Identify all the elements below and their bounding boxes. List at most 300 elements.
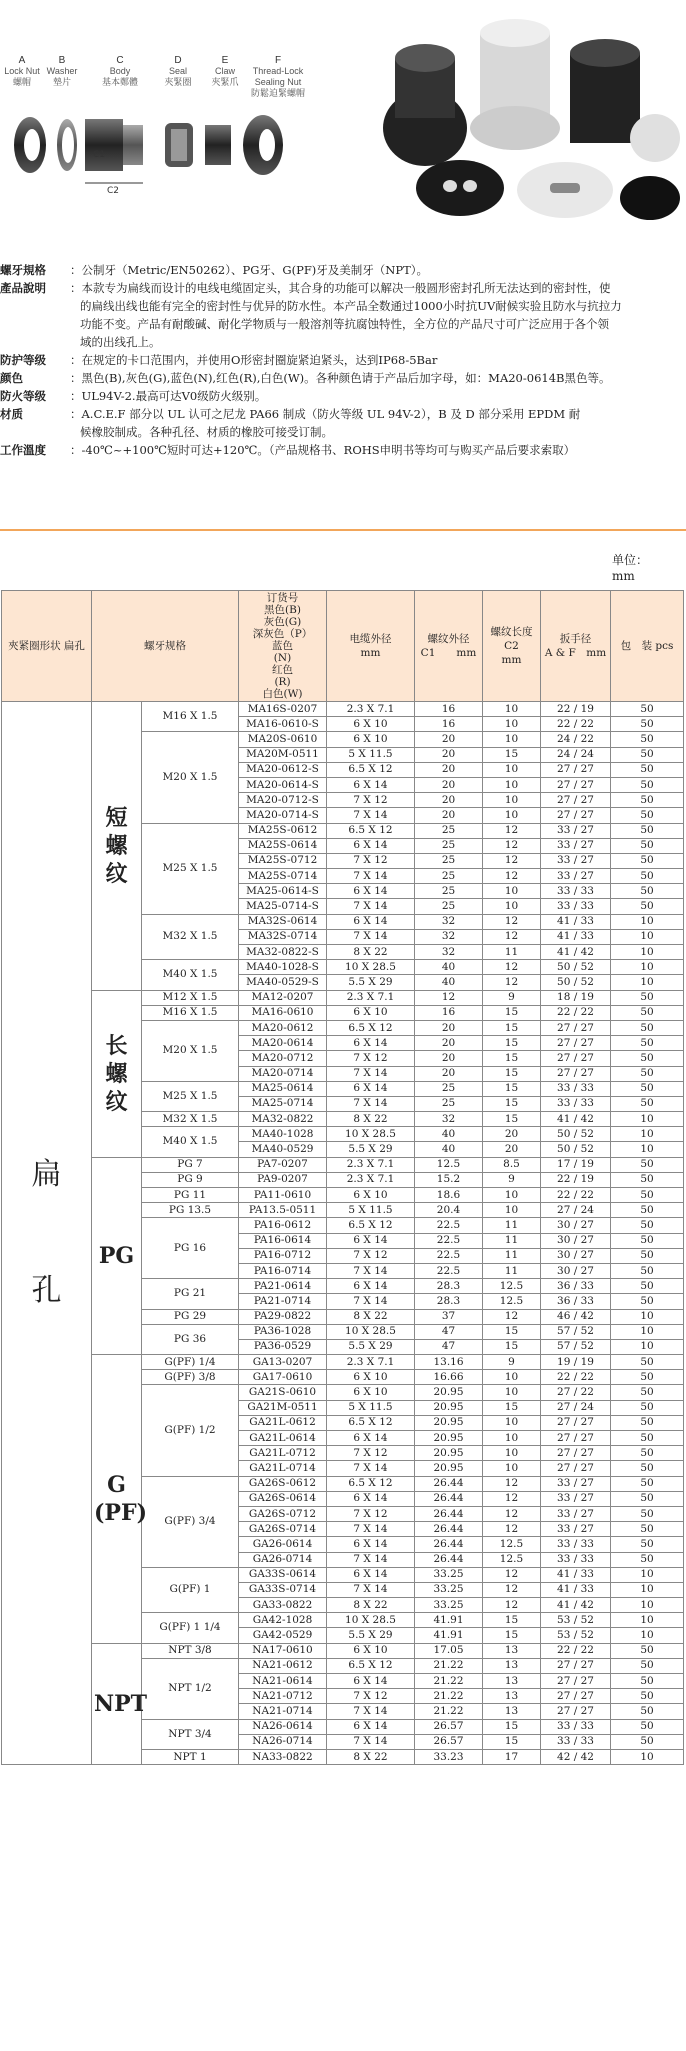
pcs-cell: 50	[611, 1461, 684, 1476]
c2-cell: 12	[483, 1476, 541, 1491]
c1-cell: 20	[415, 1020, 483, 1035]
thread-spec-cell: PG 16	[142, 1218, 239, 1279]
cable-od-cell: 6 X 14	[327, 1567, 415, 1582]
af-cell: 27 / 27	[541, 762, 611, 777]
pcs-cell: 50	[611, 869, 684, 884]
c1-label: C1	[93, 150, 106, 160]
order-no-cell: GA26-0614	[239, 1537, 327, 1552]
thread-spec-cell: M40 X 1.5	[142, 960, 239, 990]
pcs-cell: 50	[611, 1233, 684, 1248]
hole-type-cell: 扁 孔	[2, 702, 92, 1765]
cable-od-cell: 7 X 14	[327, 929, 415, 944]
cable-od-cell: 7 X 14	[327, 1522, 415, 1537]
af-cell: 33 / 33	[541, 1719, 611, 1734]
cable-od-cell: 2.3 X 7.1	[327, 702, 415, 717]
part-label	[248, 55, 308, 99]
af-cell: 41 / 33	[541, 929, 611, 944]
pcs-cell: 50	[611, 1263, 684, 1278]
pcs-cell: 50	[611, 1157, 684, 1172]
cable-od-cell: 6 X 14	[327, 1431, 415, 1446]
c1-cell: 25	[415, 869, 483, 884]
pcs-cell: 50	[611, 990, 684, 1005]
pcs-cell: 50	[611, 1491, 684, 1506]
order-no-cell: PA16-0714	[239, 1263, 327, 1278]
c1-cell: 26.44	[415, 1537, 483, 1552]
af-cell: 46 / 42	[541, 1309, 611, 1324]
c1-cell: 20	[415, 1051, 483, 1066]
c2-cell: 15	[483, 1339, 541, 1354]
spec-row	[0, 316, 686, 332]
c2-cell: 9	[483, 1355, 541, 1370]
cable-od-cell: 8 X 22	[327, 945, 415, 960]
c2-cell: 12	[483, 1598, 541, 1613]
order-no-cell: MA20-0714-S	[239, 808, 327, 823]
c1-cell: 20.95	[415, 1400, 483, 1415]
af-cell: 22 / 19	[541, 1172, 611, 1187]
part-letter: C	[116, 55, 124, 66]
pcs-cell: 10	[611, 1324, 684, 1339]
c1-cell: 15.2	[415, 1172, 483, 1187]
pcs-cell: 50	[611, 1051, 684, 1066]
cable-od-cell: 10 X 28.5	[327, 960, 415, 975]
cable-od-cell: 7 X 14	[327, 1294, 415, 1309]
part-zh: 防鬆迫緊螺帽	[250, 88, 305, 98]
c1-cell: 21.22	[415, 1689, 483, 1704]
af-cell: 27 / 27	[541, 1446, 611, 1461]
pcs-cell: 10	[611, 1749, 684, 1764]
cable-od-cell: 7 X 12	[327, 1051, 415, 1066]
cable-od-cell: 6 X 14	[327, 1674, 415, 1689]
thread-spec-cell: PG 21	[142, 1279, 239, 1309]
order-no-cell: MA20-0712-S	[239, 793, 327, 808]
c1-cell: 25	[415, 823, 483, 838]
thread-spec-cell: M32 X 1.5	[142, 1112, 239, 1127]
order-no-cell: PA29-0822	[239, 1309, 327, 1324]
af-cell: 33 / 27	[541, 838, 611, 853]
pcs-cell: 50	[611, 1446, 684, 1461]
pcs-cell: 50	[611, 717, 684, 732]
order-no-cell: MA25S-0612	[239, 823, 327, 838]
c2-cell: 20	[483, 1142, 541, 1157]
order-no-cell: NA33-0822	[239, 1749, 327, 1764]
pcs-cell: 50	[611, 1203, 684, 1218]
pcs-cell: 50	[611, 1431, 684, 1446]
thread-spec-cell: M16 X 1.5	[142, 1005, 239, 1020]
part-zh: 夾緊圈	[164, 77, 192, 87]
table-row	[2, 702, 684, 717]
pcs-cell: 10	[611, 1112, 684, 1127]
table-row	[2, 1157, 684, 1172]
order-no-cell: GA21L-0712	[239, 1446, 327, 1461]
pcs-cell: 10	[611, 975, 684, 990]
c2-cell: 10	[483, 1370, 541, 1385]
c1-cell: 40	[415, 1127, 483, 1142]
exploded-parts-illustration	[5, 105, 290, 195]
c1-cell: 47	[415, 1324, 483, 1339]
cable-od-cell: 6 X 10	[327, 1385, 415, 1400]
c1-cell: 16	[415, 717, 483, 732]
order-no-cell: GA26S-0714	[239, 1522, 327, 1537]
header-hole: 夾紧圈形状 扁孔	[2, 591, 92, 702]
spec-key	[0, 316, 80, 332]
pcs-cell: 10	[611, 1309, 684, 1324]
af-cell: 53 / 52	[541, 1628, 611, 1643]
pcs-cell: 10	[611, 1127, 684, 1142]
thread-spec-cell: G(PF) 1/4	[142, 1355, 239, 1370]
c2-cell: 10	[483, 1461, 541, 1476]
c2-cell: 12	[483, 1522, 541, 1537]
af-cell: 19 / 19	[541, 1355, 611, 1370]
c2-cell: 10	[483, 1203, 541, 1218]
order-no-cell: NA17-0610	[239, 1643, 327, 1658]
thread-spec-cell: G(PF) 3/4	[142, 1476, 239, 1567]
af-cell: 50 / 52	[541, 960, 611, 975]
table-header	[2, 591, 684, 702]
order-no-cell: PA21-0714	[239, 1294, 327, 1309]
c1-cell: 28.3	[415, 1294, 483, 1309]
order-no-cell: MA20-0614	[239, 1036, 327, 1051]
order-no-cell: MA16S-0207	[239, 702, 327, 717]
pcs-cell: 50	[611, 1689, 684, 1704]
order-no-cell: MA40-0529-S	[239, 975, 327, 990]
c2-cell: 12	[483, 960, 541, 975]
header-cable: 电缆外径 mm	[327, 591, 415, 702]
thread-spec-cell: PG 11	[142, 1188, 239, 1203]
order-no-cell: NA26-0714	[239, 1734, 327, 1749]
c2-cell: 12.5	[483, 1537, 541, 1552]
thread-spec-cell: NPT 3/4	[142, 1719, 239, 1749]
c2-label: C2	[107, 186, 120, 196]
part-label	[90, 55, 150, 88]
order-no-cell: MA40-1028	[239, 1127, 327, 1142]
order-no-cell: PA13.5-0511	[239, 1203, 327, 1218]
thread-spec-cell: PG 13.5	[142, 1203, 239, 1218]
pcs-cell: 50	[611, 1719, 684, 1734]
thread-spec-cell: M16 X 1.5	[142, 702, 239, 732]
c1-cell: 22.5	[415, 1233, 483, 1248]
c2-cell: 12	[483, 1567, 541, 1582]
order-no-cell: NA21-0714	[239, 1704, 327, 1719]
cable-od-cell: 2.3 X 7.1	[327, 1172, 415, 1187]
af-cell: 33 / 33	[541, 884, 611, 899]
spec-row	[0, 370, 686, 386]
af-cell: 24 / 22	[541, 732, 611, 747]
cable-od-cell: 5.5 X 29	[327, 1142, 415, 1157]
pcs-cell: 50	[611, 1036, 684, 1051]
spec-key: 颜色	[0, 371, 23, 385]
c2-cell: 11	[483, 1248, 541, 1263]
spec-row	[0, 442, 686, 458]
c2-cell: 15	[483, 1096, 541, 1111]
order-no-cell: MA20-0712	[239, 1051, 327, 1066]
order-no-cell: MA25S-0614	[239, 838, 327, 853]
spec-value: 的扁线出线也能有完全的密封性与优异的防水性。本产品全数通过1000小时抗UV耐候实验且防水与抗拉力	[80, 299, 622, 313]
af-cell: 41 / 42	[541, 1112, 611, 1127]
pcs-cell: 50	[611, 853, 684, 868]
c2-cell: 10	[483, 1431, 541, 1446]
af-cell: 41 / 42	[541, 945, 611, 960]
cable-od-cell: 6 X 10	[327, 1005, 415, 1020]
pcs-cell: 50	[611, 1506, 684, 1521]
cable-od-cell: 7 X 14	[327, 1704, 415, 1719]
pcs-cell: 50	[611, 1537, 684, 1552]
af-cell: 50 / 52	[541, 975, 611, 990]
c2-cell: 12	[483, 1491, 541, 1506]
order-no-cell: PA9-0207	[239, 1172, 327, 1187]
order-no-cell: GA33-0822	[239, 1598, 327, 1613]
pcs-cell: 10	[611, 1142, 684, 1157]
af-cell: 33 / 27	[541, 1491, 611, 1506]
cable-od-cell: 7 X 12	[327, 1446, 415, 1461]
order-no-cell: MA32-0822	[239, 1112, 327, 1127]
order-no-cell: MA25-0714-S	[239, 899, 327, 914]
cable-od-cell: 5 X 11.5	[327, 1203, 415, 1218]
thread-spec-cell: M25 X 1.5	[142, 1081, 239, 1111]
cable-od-cell: 10 X 28.5	[327, 1613, 415, 1628]
c1-cell: 25	[415, 853, 483, 868]
c1-cell: 33.25	[415, 1582, 483, 1597]
cable-od-cell: 7 X 14	[327, 1263, 415, 1278]
af-cell: 33 / 27	[541, 823, 611, 838]
part-zh: 墊片	[52, 77, 71, 87]
c1-cell: 26.44	[415, 1476, 483, 1491]
order-no-cell: MA16-0610	[239, 1005, 327, 1020]
c2-cell: 10	[483, 777, 541, 792]
af-cell: 33 / 33	[541, 899, 611, 914]
part-zh: 夾緊爪	[211, 77, 239, 87]
cable-od-cell: 8 X 22	[327, 1749, 415, 1764]
c1-cell: 20	[415, 808, 483, 823]
cable-od-cell: 6 X 14	[327, 1491, 415, 1506]
part-letter: B	[58, 55, 66, 66]
part-letter: F	[274, 55, 282, 66]
c2-cell: 10	[483, 884, 541, 899]
part-zh: 基本鄭體	[101, 77, 138, 87]
header-pcs: 包 装 pcs	[611, 591, 684, 702]
c1-cell: 26.57	[415, 1719, 483, 1734]
pcs-cell: 50	[611, 1370, 684, 1385]
spec-value: ：本款专为扁线而设计的电线电缆固定头，其合身的功能可以解决一般圆形密封孔所无法达到的密封性，使	[70, 281, 611, 295]
c1-cell: 21.22	[415, 1704, 483, 1719]
pcs-cell: 50	[611, 747, 684, 762]
af-cell: 36 / 33	[541, 1279, 611, 1294]
c2-cell: 8.5	[483, 1157, 541, 1172]
c2-cell: 15	[483, 1613, 541, 1628]
thread-group-cell: 短 螺 纹	[92, 702, 142, 991]
cable-od-cell: 6 X 14	[327, 1279, 415, 1294]
header-c1: 螺纹外径 C1 mm	[415, 591, 483, 702]
thread-spec-cell: M20 X 1.5	[142, 732, 239, 823]
af-cell: 50 / 52	[541, 1127, 611, 1142]
c1-cell: 20.95	[415, 1385, 483, 1400]
pcs-cell: 50	[611, 823, 684, 838]
c1-cell: 25	[415, 884, 483, 899]
c1-cell: 40	[415, 1142, 483, 1157]
spec-value: ：UL94V-2.最高可达V0级防火级别。	[70, 389, 267, 403]
pcs-cell: 10	[611, 945, 684, 960]
cable-od-cell: 7 X 12	[327, 793, 415, 808]
c1-cell: 25	[415, 1096, 483, 1111]
c1-cell: 18.6	[415, 1188, 483, 1203]
c2-cell: 13	[483, 1674, 541, 1689]
order-no-cell: NA21-0612	[239, 1658, 327, 1673]
c1-cell: 21.22	[415, 1674, 483, 1689]
order-no-cell: GA33S-0714	[239, 1582, 327, 1597]
spec-row	[0, 406, 686, 422]
spec-value: 候橡胶制成。各种孔径、材质的橡胶可接受订制。	[80, 425, 333, 439]
part-label	[32, 55, 92, 88]
pcs-cell: 50	[611, 1476, 684, 1491]
spec-row	[0, 334, 686, 350]
spec-row	[0, 388, 686, 404]
pcs-cell: 10	[611, 1628, 684, 1643]
c2-cell: 15	[483, 747, 541, 762]
cable-od-cell: 7 X 14	[327, 899, 415, 914]
c1-cell: 26.44	[415, 1522, 483, 1537]
af-cell: 27 / 27	[541, 777, 611, 792]
cable-od-cell: 7 X 12	[327, 1689, 415, 1704]
header-thread: 螺牙规格	[92, 591, 239, 702]
c1-cell: 20.95	[415, 1461, 483, 1476]
part-en: Claw	[214, 66, 235, 76]
order-no-cell: GA21M-0511	[239, 1400, 327, 1415]
cable-od-cell: 6.5 X 12	[327, 1415, 415, 1430]
c1-cell: 22.5	[415, 1218, 483, 1233]
c1-cell: 20	[415, 762, 483, 777]
af-cell: 57 / 52	[541, 1339, 611, 1354]
table-body	[2, 702, 684, 1765]
order-no-cell: GA21L-0714	[239, 1461, 327, 1476]
pcs-cell: 50	[611, 762, 684, 777]
af-cell: 33 / 27	[541, 1476, 611, 1491]
order-no-cell: MA32S-0714	[239, 929, 327, 944]
c1-cell: 47	[415, 1339, 483, 1354]
cable-od-cell: 8 X 22	[327, 1598, 415, 1613]
pcs-cell: 50	[611, 1020, 684, 1035]
af-cell: 27 / 27	[541, 1066, 611, 1081]
order-no-cell: MA20S-0610	[239, 732, 327, 747]
c1-cell: 20.95	[415, 1415, 483, 1430]
c1-cell: 16	[415, 1005, 483, 1020]
order-no-cell: GA33S-0614	[239, 1567, 327, 1582]
thread-spec-cell: M32 X 1.5	[142, 914, 239, 960]
af-cell: 27 / 24	[541, 1203, 611, 1218]
order-no-cell: MA16-0610-S	[239, 717, 327, 732]
cable-od-cell: 10 X 28.5	[327, 1127, 415, 1142]
order-no-cell: GA42-0529	[239, 1628, 327, 1643]
cable-od-cell: 5 X 11.5	[327, 747, 415, 762]
order-no-cell: MA20-0612-S	[239, 762, 327, 777]
thread-group-cell: NPT	[92, 1643, 142, 1765]
pcs-cell: 50	[611, 1218, 684, 1233]
thread-spec-cell: NPT 3/8	[142, 1643, 239, 1658]
c1-cell: 22.5	[415, 1263, 483, 1278]
pcs-cell: 50	[611, 1172, 684, 1187]
spec-row	[0, 352, 686, 368]
c2-cell: 12	[483, 823, 541, 838]
table-row	[2, 1643, 684, 1658]
af-cell: 33 / 27	[541, 869, 611, 884]
order-no-cell: PA16-0712	[239, 1248, 327, 1263]
c1-cell: 22.5	[415, 1248, 483, 1263]
c2-cell: 10	[483, 808, 541, 823]
c2-cell: 12.5	[483, 1279, 541, 1294]
pcs-cell: 50	[611, 1294, 684, 1309]
c1-cell: 20.95	[415, 1446, 483, 1461]
thread-group-cell: G (PF)	[92, 1355, 142, 1644]
c2-cell: 10	[483, 717, 541, 732]
c1-cell: 33.23	[415, 1749, 483, 1764]
c2-cell: 15	[483, 1020, 541, 1035]
c1-cell: 12	[415, 990, 483, 1005]
spec-value: ：A.C.E.F 部分以 UL 认可之尼龙 PA66 制成（防火等级 UL 94V-2），B 及 D 部分采用 EPDM 耐	[70, 407, 581, 421]
c1-cell: 37	[415, 1309, 483, 1324]
pcs-cell: 10	[611, 1339, 684, 1354]
c2-cell: 10	[483, 1446, 541, 1461]
cable-od-cell: 6 X 14	[327, 914, 415, 929]
thread-spec-cell: M12 X 1.5	[142, 990, 239, 1005]
c1-cell: 32	[415, 929, 483, 944]
spec-value: ：黑色(B),灰色(G),蓝色(N),红色(R),白色(W)。各种颜色请于产品后加字母，如：MA20-0614B黑色等。	[70, 371, 611, 385]
cable-od-cell: 2.3 X 7.1	[327, 1157, 415, 1172]
order-no-cell: MA25-0614-S	[239, 884, 327, 899]
pcs-cell: 50	[611, 838, 684, 853]
thread-spec-cell: PG 7	[142, 1157, 239, 1172]
af-cell: 22 / 22	[541, 1643, 611, 1658]
c2-cell: 15	[483, 1005, 541, 1020]
part-zh: 螺帽	[12, 77, 31, 87]
part-en: Body	[109, 66, 131, 76]
c2-cell: 12	[483, 853, 541, 868]
pcs-cell: 50	[611, 1355, 684, 1370]
c2-cell: 10	[483, 1385, 541, 1400]
part-en: Seal	[168, 66, 187, 76]
header-af: 扳手径 A & F mm	[541, 591, 611, 702]
cable-od-cell: 5.5 X 29	[327, 1339, 415, 1354]
af-cell: 27 / 27	[541, 1658, 611, 1673]
c1-cell: 16	[415, 702, 483, 717]
spec-value: ：在规定的卡口范围内，并使用O形密封圈旋紧迫紧头，达到IP68-5Bar	[70, 353, 438, 367]
header-order: 订货号 黑色(B) 灰色(G) 深灰色（P） 蓝色 (N) 红色 (R) 白色(W)	[239, 591, 327, 702]
c2-cell: 11	[483, 1233, 541, 1248]
af-cell: 22 / 22	[541, 1370, 611, 1385]
pcs-cell: 10	[611, 1598, 684, 1613]
af-cell: 50 / 52	[541, 1142, 611, 1157]
c2-cell: 11	[483, 945, 541, 960]
order-no-cell: MA25-0714	[239, 1096, 327, 1111]
c2-cell: 15	[483, 1112, 541, 1127]
c2-cell: 20	[483, 1127, 541, 1142]
c1-cell: 20	[415, 732, 483, 747]
thread-spec-cell: NPT 1	[142, 1749, 239, 1764]
spec-key	[0, 334, 80, 350]
c1-cell: 40	[415, 975, 483, 990]
c1-cell: 25	[415, 838, 483, 853]
cable-od-cell: 7 X 12	[327, 1506, 415, 1521]
af-cell: 57 / 52	[541, 1324, 611, 1339]
c2-cell: 15	[483, 1066, 541, 1081]
c1-cell: 20	[415, 1036, 483, 1051]
spec-row	[0, 262, 686, 278]
cable-od-cell: 6 X 10	[327, 1643, 415, 1658]
pcs-cell: 50	[611, 777, 684, 792]
product-photo	[365, 18, 680, 228]
order-no-cell: MA32S-0614	[239, 914, 327, 929]
af-cell: 30 / 27	[541, 1248, 611, 1263]
af-cell: 41 / 33	[541, 1582, 611, 1597]
c1-cell: 40	[415, 960, 483, 975]
spec-row	[0, 424, 686, 440]
